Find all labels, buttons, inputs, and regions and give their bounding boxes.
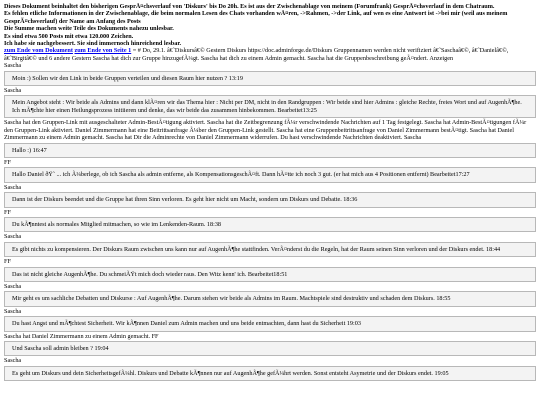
link-end-of-document[interactable]: zum Ende vom Dokument — [4, 47, 73, 55]
system-note: Sascha hat den Gruppen-Link mit ausgeschalteter Admin-BestÃ¤tigung aktiviert. Sascha hat die Zeitbegrenzung fÃ¼r verschwindende Nachrichten auf 1 Tag festgelegt. Sascha hat Admin-BestÃ¤tigungen fÃ¼r den Gruppen-Link aktiviert. Daniel Zimmermann hat eine Beitrittsanfrage Ã¼ber den Gruppen-Link gestellt. Sascha hat eine Gruppenbeitrittsanfrage von Daniel Zimmermann bestÃ¤tigt. Sascha hat Daniel Zimmermann zu einem Admin gemacht. Sascha hat Dir die Adminrechte von Daniel Zimmermann widerrufen. Du hast verschwindende Nachrichten deaktiviert. Sascha — [4, 119, 527, 142]
sender-name: Sascha — [4, 62, 22, 70]
message-box: Du hast Angst und mÃ¶chtest Sicherheit. Wir kÃ¶nnen Daniel zum Admin machen und uns beide entmachten, dann hast du Sicherheit 19:03 — [4, 316, 536, 331]
meta-text: = # Do, 29.1. â€˜Diskursâ€© Gestern Diskurs https://doc.adminforge.de/Diskurs Gruppennamen werden nicht verifiziert â€˜Saschaâ€©, â€˜Danielâ€©, â€˜Birgitâ€© und 6 andere Gestern Sascha hat dich zur Gruppe hinzugefÃ¼gt. Sascha hat dich zu einem Admin gemacht. Sascha hat die Gruppenbeschreibung geÃ¤ndert. Anzeigen — [4, 47, 509, 62]
message-box: Du kÃ¶nntest als normales Mitglied mitmachen, so wie im Lenkenden-Raum. 18:38 — [4, 217, 536, 232]
message-box: Es gibt nichts zu kompensieren. Der Diskurs Raum zwischen uns kann nur auf AugenhÃ¶he stattfinden. VerÃ¤nderst du die Regeln, hat der Raum seinen Sinn verloren und der Diskurs endet. 18:44 — [4, 242, 536, 257]
sender-name: Sascha — [4, 87, 22, 95]
chat-log — [4, 62, 536, 381]
system-note: Sascha hat Daniel Zimmermann zu einem Admin gemacht. FF — [4, 332, 159, 340]
message-box: Das ist nicht gleiche AugenhÃ¶he. Du schmeiÃŸt mich doch wieder raus. Den Witz kenn' ich. Bearbeitet18:51 — [4, 267, 536, 282]
message-box: Es geht um Diskurs und dein SicherheitsgefÃ¼hl. Diskurs und Debatte kÃ¶nnen nur auf AugenhÃ¶he gefÃ¼hrt werden. Sonst entsteht Asymetrie und der Diskurs endet. 19:05 — [4, 366, 536, 381]
message-box: Und Sascha soll admin bleiben ? 19:04 — [4, 341, 536, 356]
intro-line: Es fehlen etliche Informationen in der Zwischenablage, die beim normalen Lesen des Chats vorhanden wÃ¤ren, ->Rahmen, ->der Link, auf wen es eine Antwort ist ->bei mir (weil aus meinem GesprÃ¤chsverlauf) der Name am Anfang des Posts — [4, 10, 508, 25]
message-box: Dann ist der Diskurs beendet und die Gruppe hat ihren Sinn verloren. Es geht hier nicht um Macht, sondern um Diskurs und Debatte. 18:36 — [4, 192, 536, 207]
sender-name: Sascha — [4, 307, 22, 315]
message-box: Hallo Daniel ðŸ˜ ... ich Ã¼berlege, ob ich Sascha als admin entferne, als KompensationsgeschÃ¤ft. Dann hÃ¤tte ich noch 3 gut. (er hat mich aus 4 Positionen entfernt) Bearbeitet17:27 — [4, 167, 536, 182]
sender-name: FF — [4, 158, 11, 166]
intro-line: Ich habe sie nachgebessert. Sie sind immernoch hinreichend lesbar. — [4, 40, 182, 48]
intro-line: Es sind etwa 500 Posts mit etwa 120.000 Zeichen. — [4, 32, 134, 40]
intro-line: Dieses Dokument beinhaltet den bisherigen GesprÃ¤chsverlauf von 'Diskurs' bis Do 20h. Es ist aus der Zwischenablage von meinem (Forumfrank) GesprÃ¤chsverlauf in dem Chatraum. — [4, 3, 495, 10]
meta-line — [4, 47, 536, 62]
sender-name: Sascha — [4, 357, 22, 365]
message-box: Hallo :) 16:47 — [4, 143, 536, 158]
link-end-of-page[interactable]: zum Ende von Seite 1 — [74, 47, 132, 55]
sender-name: Sascha — [4, 233, 22, 241]
message-box: Mein Angebot steht : Wir beide als Admins und dann klÃ¤ren wir das Thema hier : Nicht per DM, nicht in den Randgruppen : Wir beide sind hier Admins : gleiche Rechte, freies Wort und auf AugenhÃ¶he. Ich mÃ¶chte hier einen Heilungsprozess initiieren und denke, das wir beide das zusammen hinbekommen. Bearbeitet13:25 — [4, 95, 536, 118]
message-box: Mir geht es um sachliche Debatten und Diskurse : Auf AugenhÃ¶he. Darum stehen wir beide als Admins im Raum. Machtspiele sind destruktiv und schaden dem Diskurs. 18:55 — [4, 291, 536, 306]
sender-name: Sascha — [4, 282, 22, 290]
intro-line: Die Summe machen weite Teile des Dokuments nahezu unlesbar. — [4, 25, 174, 33]
message-box: Moin :) Sollen wir den Link in beide Gruppen verteilen und diesen Raum hier nutzen ? 13:19 — [4, 71, 536, 86]
intro-block — [4, 3, 536, 47]
sender-name: FF — [4, 258, 11, 266]
sender-name: Sascha — [4, 183, 22, 191]
sender-name: FF — [4, 208, 11, 216]
